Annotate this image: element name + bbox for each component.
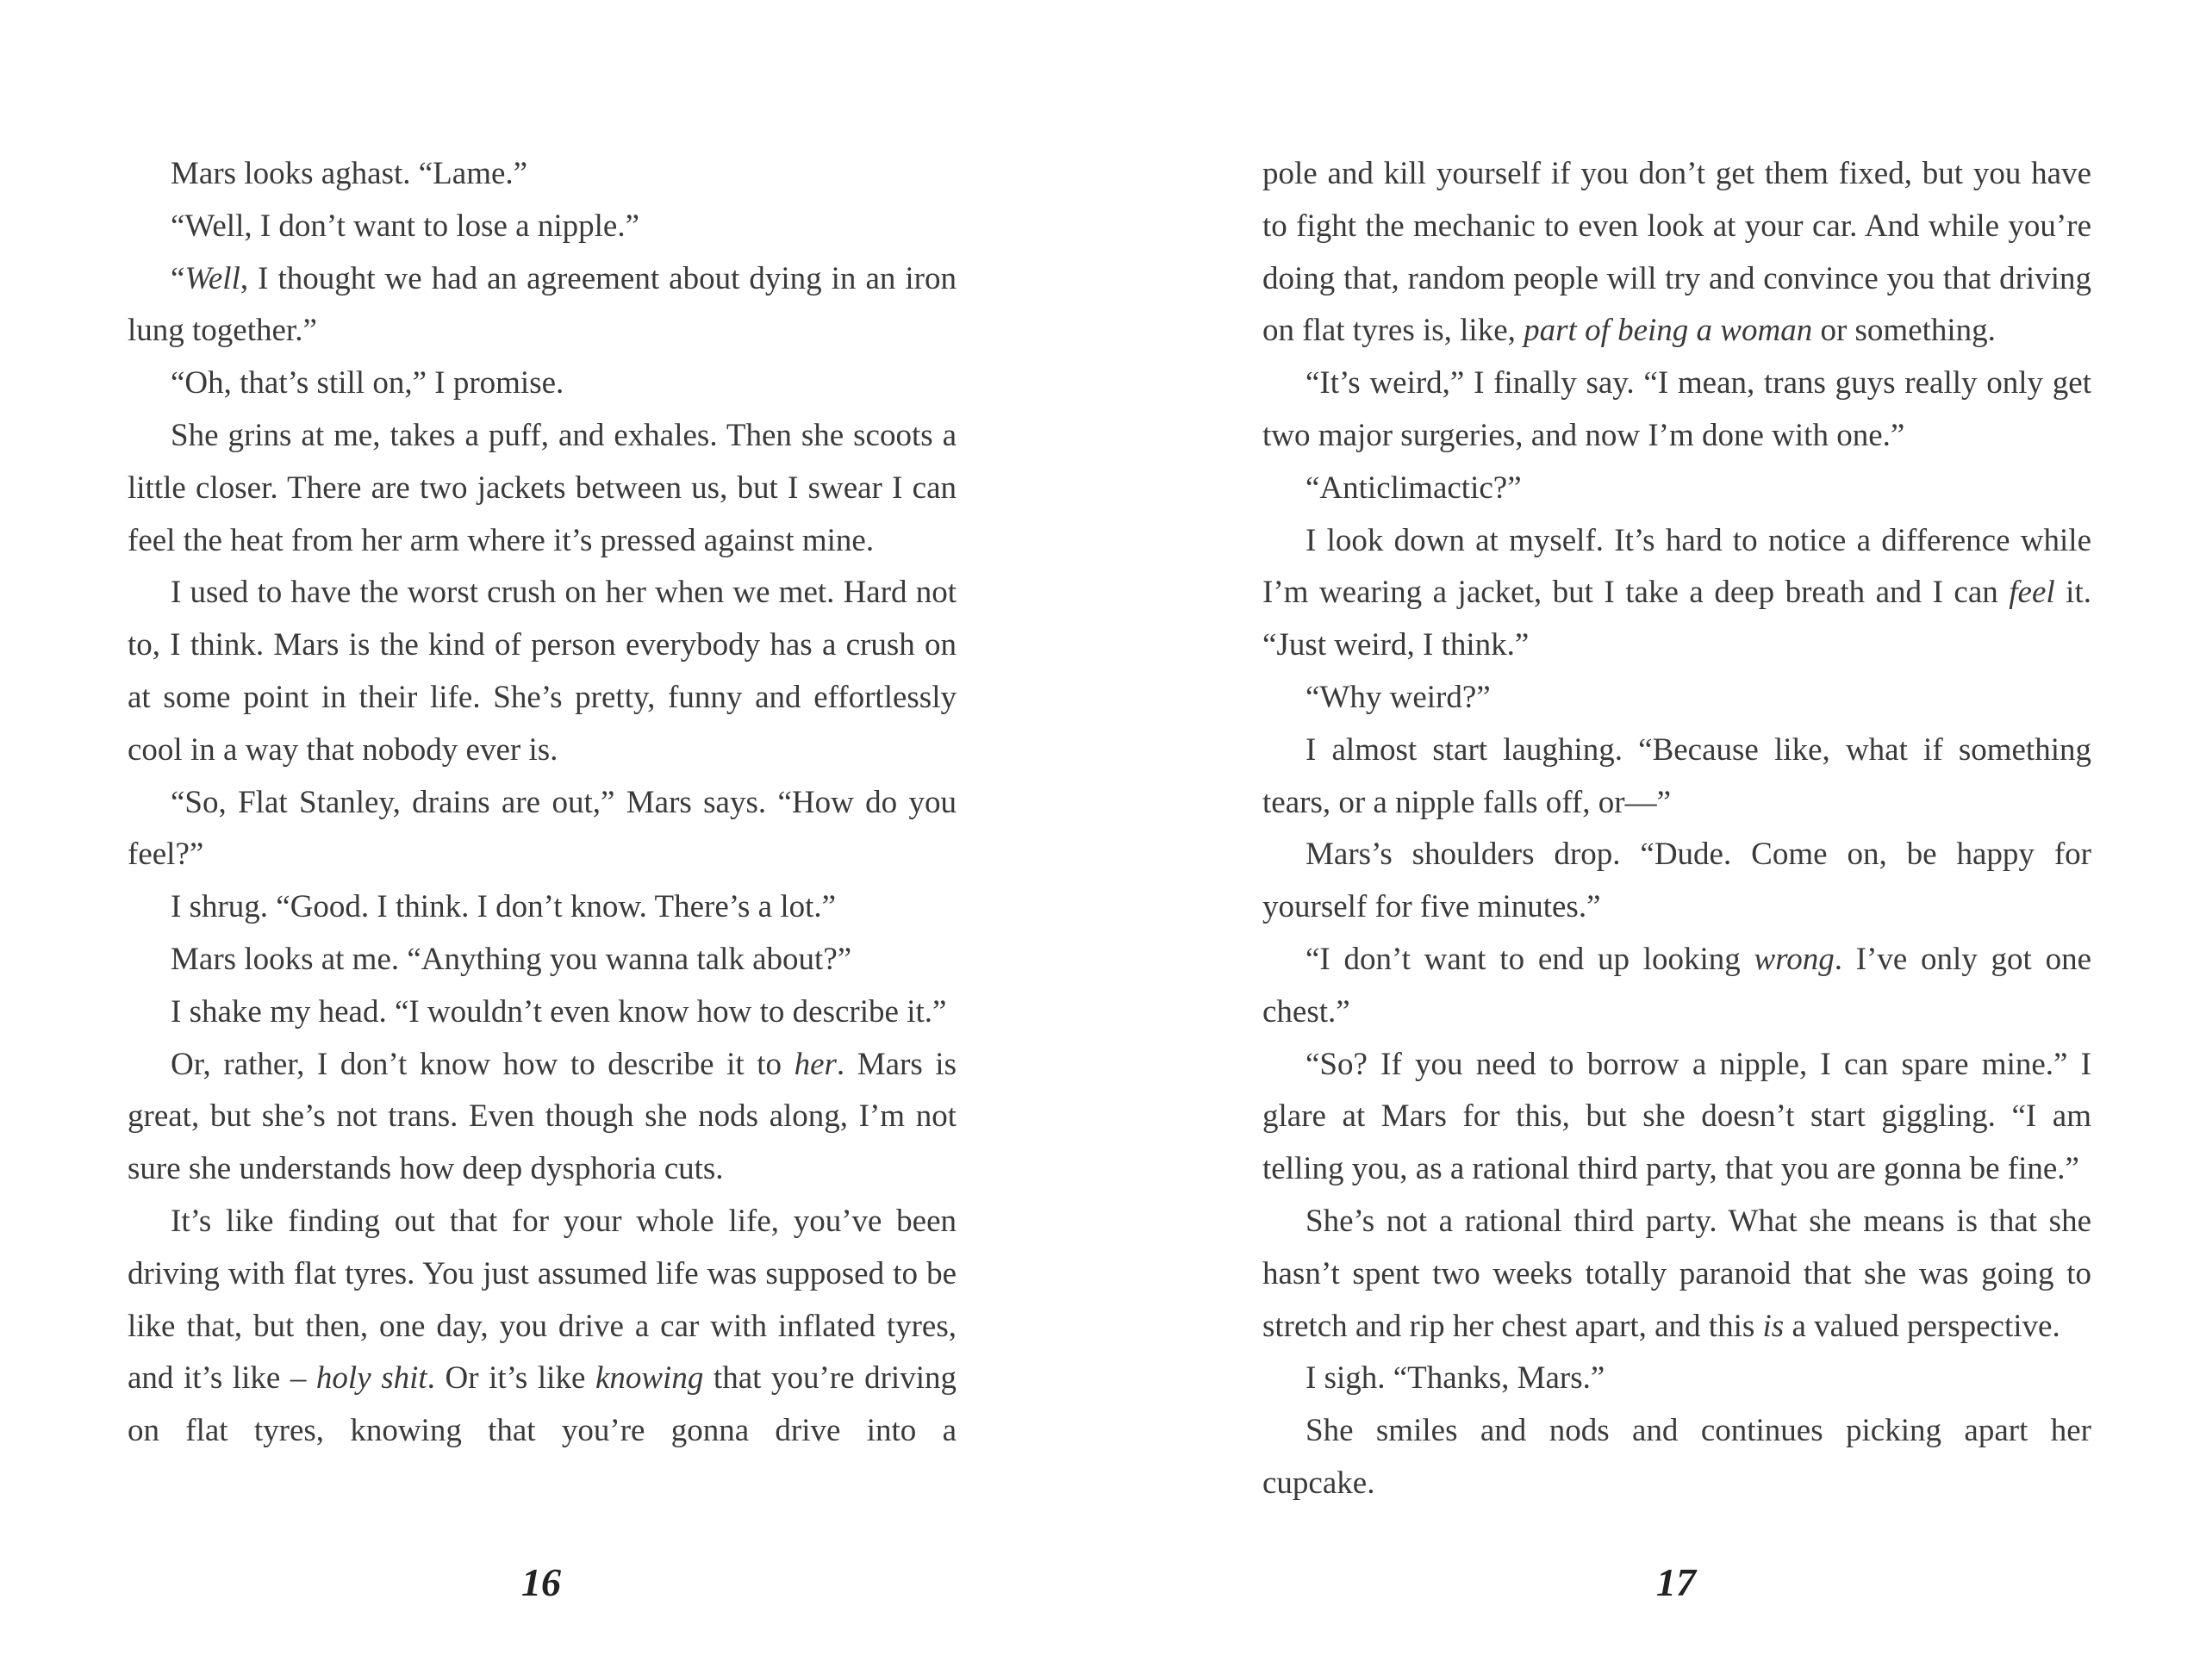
- text-run: I used to have the worst crush on her when we met. Hard not to, I think. Mars is the kind of person everybody has a crush on at some point in their life. She’s pretty, funny and effortlessly cool in a way that nobody ever is.: [128, 575, 957, 768]
- text-run: “It’s weird,” I finally say. “I mean, trans guys really only get two major surgeries, and now I’m done with one.”: [1262, 365, 2091, 453]
- right-page-number: 17: [1656, 1560, 1696, 1604]
- paragraph: [128, 986, 957, 1039]
- left-page-number: 16: [521, 1560, 561, 1604]
- paragraph: [128, 410, 957, 567]
- text-run: I look down at myself. It’s hard to notice a difference while I’m wearing a jacket, but I take a deep breath and I can: [1262, 522, 2091, 611]
- text-run: “Anticlimactic?”: [1306, 470, 1522, 506]
- text-run: . Mars is great, but she’s not trans. Even though she nods along, I’m not sure she understands how deep dysphoria cuts.: [128, 1046, 957, 1187]
- paragraph: [128, 777, 957, 882]
- paragraph: [1262, 1196, 2091, 1353]
- emphasis-text: part of being a woman: [1524, 313, 1813, 349]
- text-run: “: [171, 260, 185, 296]
- paragraph: [1262, 934, 2091, 1039]
- text-run: Or, rather, I don’t know how to describe it to: [171, 1046, 795, 1082]
- text-run: , I thought we had an agreement about dying in an iron lung together.”: [128, 260, 957, 349]
- text-run: “So, Flat Stanley, drains are out,” Mars says. “How do you feel?”: [128, 784, 957, 873]
- paragraph: [128, 253, 957, 358]
- paragraph: [1262, 725, 2091, 830]
- emphasis-text: holy shit: [315, 1360, 427, 1397]
- paragraph: [1262, 1039, 2091, 1196]
- text-run: “I don’t want to end up looking: [1306, 941, 1754, 977]
- paragraph: [128, 934, 957, 986]
- text-run: it. “Just weird, I think.”: [1262, 575, 2091, 663]
- paragraph: [1262, 358, 2091, 463]
- text-run: pole and kill yourself if you don’t get them fixed, but you have to fight the mechanic to even look at your car. And while you’re doing that, random people will try and convince you that driving on flat tyres is, like,: [1262, 156, 2091, 349]
- text-run: I sigh. “Thanks, Mars.”: [1306, 1360, 1605, 1397]
- text-run: “Oh, that’s still on,” I promise.: [171, 365, 564, 401]
- text-run: . I’ve only got one chest.”: [1262, 941, 2091, 1030]
- emphasis-text: is: [1762, 1308, 1785, 1344]
- text-run: It’s like finding out that for your whole life, you’ve been driving with flat tyres. You just assumed life was supposed to be like that, but then, one day, you drive a car with inflated tyres, and it’s like –: [128, 1203, 957, 1397]
- emphasis-text: feel: [2009, 575, 2055, 611]
- text-run: “Well, I don’t want to lose a nipple.”: [171, 208, 639, 244]
- text-run: or something.: [1812, 313, 1996, 349]
- text-run: Mars looks aghast. “Lame.”: [171, 156, 528, 191]
- emphasis-text: Well: [184, 260, 240, 296]
- paragraph: [128, 567, 957, 776]
- paragraph: [128, 1039, 957, 1196]
- text-run: “So? If you need to borrow a nipple, I can spare mine.” I glare at Mars for this, but she doesn’t start giggling. “I am telling you, as a rational third party, that you are gonna be fine.”: [1262, 1046, 2091, 1187]
- left-page-body: [128, 148, 957, 1458]
- text-run: She’s not a rational third party. What she means is that she hasn’t spent two weeks totally paranoid that she was going to stretch and rip her chest apart, and this: [1262, 1203, 2091, 1344]
- paragraph: [1262, 829, 2091, 934]
- text-run: I shrug. “Good. I think. I don’t know. There’s a lot.”: [171, 889, 837, 925]
- text-run: Mars looks at me. “Anything you wanna talk about?”: [171, 941, 852, 977]
- paragraph: [1262, 515, 2091, 672]
- paragraph: [128, 881, 957, 934]
- paragraph: [1262, 1405, 2091, 1510]
- paragraph: [128, 1196, 957, 1458]
- paragraph: [1262, 1353, 2091, 1405]
- paragraph: [128, 201, 957, 253]
- text-run: Mars’s shoulders drop. “Dude. Come on, be happy for yourself for five minutes.”: [1262, 837, 2091, 925]
- emphasis-text: her: [794, 1046, 837, 1082]
- text-run: I shake my head. “I wouldn’t even know how to describe it.”: [171, 993, 947, 1030]
- paragraph: [1262, 148, 2091, 358]
- text-run: that you’re driving on flat tyres, knowing that you’re gonna drive into a: [128, 1360, 957, 1449]
- text-run: a valued perspective.: [1784, 1308, 2060, 1344]
- emphasis-text: knowing: [595, 1360, 704, 1397]
- paragraph: [128, 148, 957, 201]
- text-run: “Why weird?”: [1306, 679, 1491, 715]
- paragraph: [1262, 463, 2091, 515]
- paragraph: [128, 358, 957, 410]
- text-run: She grins at me, takes a puff, and exhales. Then she scoots a little closer. There are two jackets between us, but I swear I can feel the heat from her arm where it’s pressed against mine.: [128, 417, 957, 558]
- right-page-body: [1262, 148, 2091, 1510]
- text-run: I almost start laughing. “Because like, what if something tears, or a nipple falls off, or—”: [1262, 731, 2091, 820]
- paragraph: [1262, 672, 2091, 725]
- text-run: . Or it’s like: [427, 1360, 595, 1397]
- text-run: She smiles and nods and continues picking apart her cupcake.: [1262, 1413, 2091, 1501]
- emphasis-text: wrong: [1754, 941, 1835, 977]
